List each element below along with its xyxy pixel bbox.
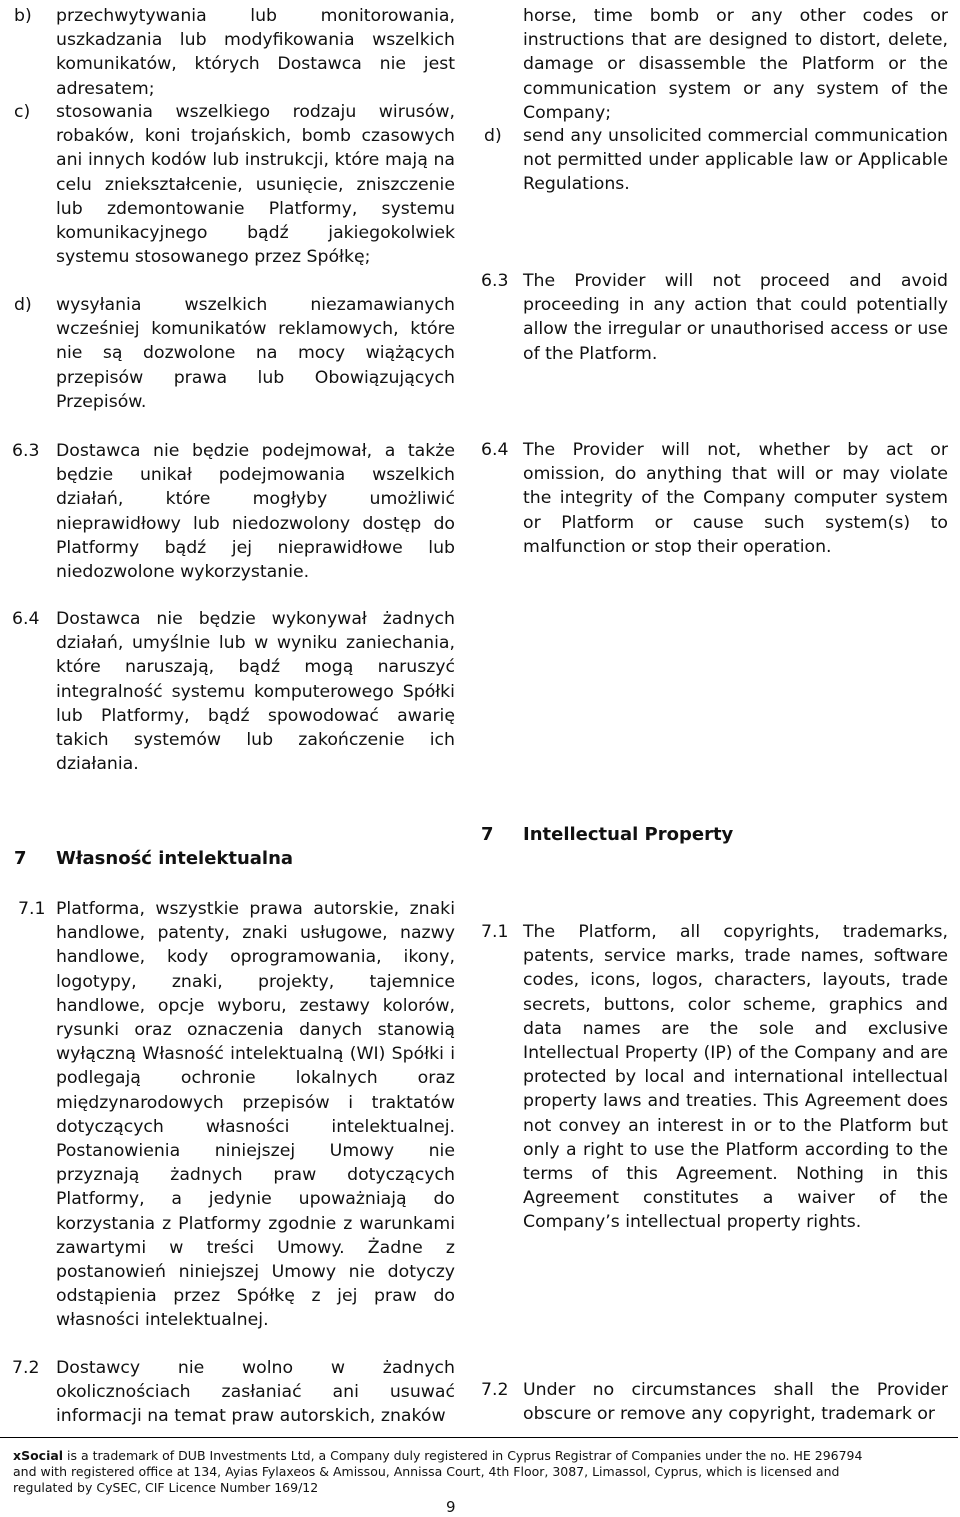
clause-7-1-en xyxy=(481,920,948,1235)
clause-number: 6.4 xyxy=(12,609,40,629)
clause-number: 7.1 xyxy=(481,922,509,942)
clause-7-2-en xyxy=(481,1378,948,1426)
list-text: send any unsolicited commercial communication not permitted under applicable law or Applicable Regulations. xyxy=(523,126,948,195)
clause-7-1-pl xyxy=(14,897,455,1333)
clause-number: 6.3 xyxy=(481,271,509,291)
clause-number: 7.2 xyxy=(12,1358,40,1378)
page-number: 9 xyxy=(446,1498,456,1516)
list-label: c) xyxy=(14,102,31,122)
clause-text: Dostawca nie będzie wykonywał żadnych działań, umyślnie lub w wyniku zaniechania, które naruszają, bądź mogą naruszyć integralność systemu komputerowego Spółki lub Platformy, bądź spowodować awarię takich systemów lub zakończenie ich działania. xyxy=(56,609,455,775)
footer-divider xyxy=(0,1437,958,1438)
list-text: stosowania wszelkiego rodzaju wirusów, robaków, koni trojańskich, bomb czasowych ani innych kodów lub instrukcji, które mają na celu zniekształcenie, usunięcie, zniszczenie lub zdemontowanie Platformy, systemu komunikacyjnego bądź jakiegokolwiek systemu stosowanego przez Spółkę; xyxy=(56,102,455,268)
list-label: d) xyxy=(484,126,502,146)
clause-text: Platforma, wszystkie prawa autorskie, znaki handlowe, patenty, znaki usługowe, nazwy handlowe, kody oprogramowania, ikony, logotypy, znaki, projekty, tajemnice handlowe, opcje wyboru, zestawy kolorów, rysunki oraz oznaczenia danych stanowią wyłączną Własność intelektualną (WI) Spółki i podlegają ochronie lokalnych oraz międzynarodowych przepisów i traktatów dotyczących własności intelektualnej. Postanowienia niniejszej Umowy nie przyznają żadnych praw dotyczących Platformy, a jedynie upoważniają do korzystania z Platformy zgodnie z warunkami zawartymi w treści Umowy. Żadne z postanowień niniejszej Umowy nie dotyczy odstąpienia przez Spółkę z jej praw do własności intelektualnej. xyxy=(56,899,455,1331)
clause-6-4-pl xyxy=(14,607,455,776)
clause-number: 7.2 xyxy=(481,1380,509,1400)
clause-text: Dostawcy nie wolno w żadnych okolicznościach zasłaniać ani usuwać informacji na temat praw autorskich, znaków xyxy=(56,1358,455,1427)
footer-legal-text: is a trademark of DUB Investments Ltd, a Company duly registered in Cyprus Registrar of Companies under the no. HE 296794 and with registered office at 134, Ayias Fylaxeos & Amissou, Annissa Court, 4th Floor, 3087, Limassol, Cyprus, which is licensed and regulated by CySEC, CIF Licence Number 169/12 xyxy=(13,1448,863,1495)
section-title: Intellectual Property xyxy=(523,824,734,845)
list-item-d-en xyxy=(481,124,948,197)
list-item-c-continued-en xyxy=(481,4,948,125)
section-number: 7 xyxy=(14,848,27,869)
list-item-d-pl xyxy=(14,293,455,414)
clause-text: Under no circumstances shall the Provider obscure or remove any copyright, trademark or xyxy=(523,1380,948,1425)
clause-6-4-en xyxy=(481,438,948,559)
section-title: Własność intelektualna xyxy=(56,848,294,869)
clause-text: The Provider will not, whether by act or omission, do anything that will or may violate the integrity of the Company computer system or Platform or cause such system(s) to malfunction or stop their operation. xyxy=(523,440,948,557)
clause-6-3-en xyxy=(481,269,948,366)
list-item-b-pl xyxy=(14,4,455,101)
list-item-c-pl xyxy=(14,100,455,269)
footer-brand: xSocial xyxy=(13,1448,64,1463)
footer-text xyxy=(13,1448,883,1496)
list-label: d) xyxy=(14,295,32,315)
clause-6-3-pl xyxy=(14,439,455,584)
list-label: b) xyxy=(14,6,32,26)
clause-text: The Provider will not proceed and avoid proceeding in any action that could potentially allow the irregular or unauthorised access or use of the Platform. xyxy=(523,271,948,364)
clause-7-2-pl xyxy=(14,1356,455,1429)
clause-number: 7.1 xyxy=(18,899,46,919)
list-text: przechwytywania lub monitorowania, uszkadzania lub modyfikowania wszelkich komunikatów, których Dostawca nie jest adresatem; xyxy=(56,6,455,99)
clause-text: Dostawca nie będzie podejmował, a także będzie unikał podejmowania wszelkich działań, które mogłyby umożliwić nieprawidłowy lub niedozwolony dostęp do Platformy bądź jej nieprawidłowe lub niedozwolone wykorzystanie. xyxy=(56,441,455,583)
list-text: wysyłania wszelkich niezamawianych wcześniej komunikatów reklamowych, które nie są dozwolone na mocy wiążących przepisów prawa lub Obowiązujących Przepisów. xyxy=(56,295,455,412)
section-number: 7 xyxy=(481,824,494,845)
clause-number: 6.4 xyxy=(481,440,509,460)
list-text: horse, time bomb or any other codes or instructions that are designed to distort, delete, damage or disassemble the Platform or the communication system or any system of the Company; xyxy=(523,6,948,123)
clause-number: 6.3 xyxy=(12,441,40,461)
clause-text: The Platform, all copyrights, trademarks, patents, service marks, trade names, software codes, icons, logos, characters, layouts, trade secrets, buttons, color scheme, graphics and data names are the sole and exclusive Intellectual Property (IP) of the Company and are protected by local and international intellectual property laws and treaties. This Agreement does not convey an interest in or to the Platform but only a right to use the Platform according to the terms of this Agreement. Nothing in this Agreement constitutes a waiver of the Company’s intellectual property rights. xyxy=(523,922,948,1233)
